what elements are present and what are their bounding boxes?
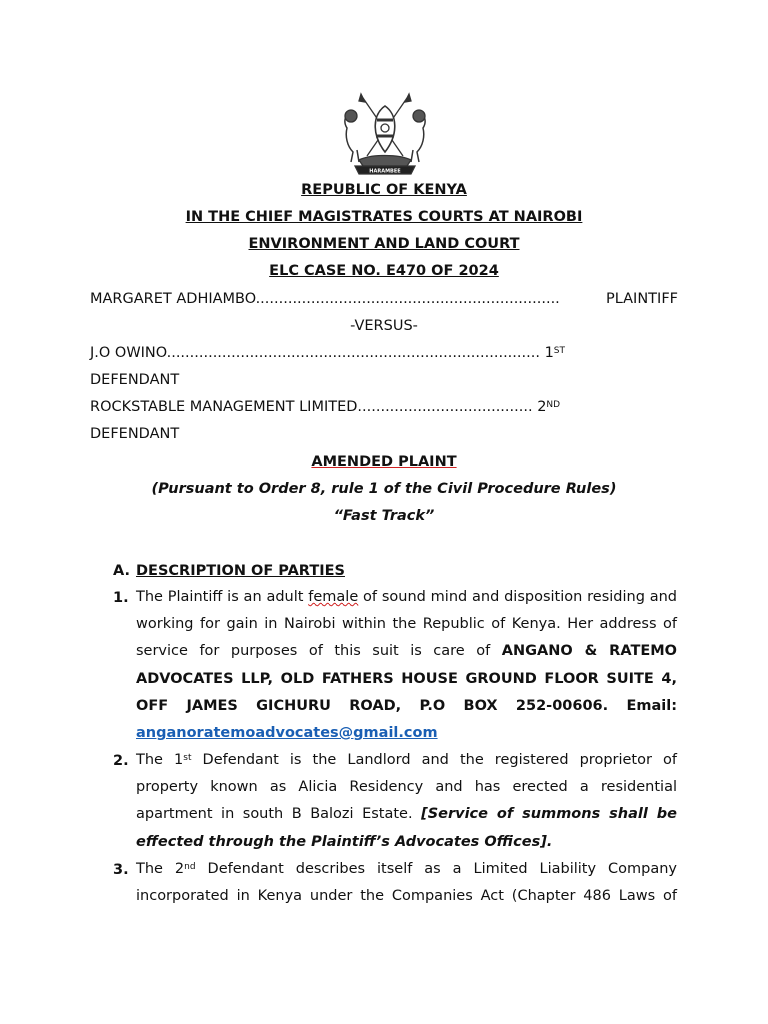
defendant2-ordinal-suffix: ND xyxy=(546,400,561,410)
republic-heading: REPUBLIC OF KENYA xyxy=(301,182,467,198)
defendant2-dots: ...................................... xyxy=(357,399,533,415)
advocates-email-link[interactable]: anganoratemoadvocates@gmail.com xyxy=(136,725,438,742)
para2-text: The 1st Defendant is the Landlord and the registered proprietor of property known as Alicia Residency and has erected a residential apartment in south B Balozi Estate. [Service of summons shall be effected through the Plaintiff’s Advocates Offices]. xyxy=(136,752,677,850)
case-number: ELC CASE NO. E470 OF 2024 xyxy=(269,263,499,279)
defendant2-name: ROCKSTABLE MANAGEMENT LIMITED xyxy=(90,399,358,415)
para3-number: 3. xyxy=(113,862,129,878)
para1-number: 1. xyxy=(113,590,129,606)
para2-number: 2. xyxy=(113,753,129,769)
para1-female: female xyxy=(308,589,359,605)
plaintiff-name: MARGARET ADHIAMBO xyxy=(90,291,256,307)
pursuant-line: (Pursuant to Order 8, rule 1 of the Civil Procedure Rules) xyxy=(151,481,617,497)
division-heading: ENVIRONMENT AND LAND COURT xyxy=(248,236,520,252)
defendant1-dots: ................................................................................. xyxy=(166,345,540,361)
fast-track-line: “Fast Track” xyxy=(333,508,435,524)
para3-text: The 2nd Defendant describes itself as a Limited Liability Company incorporated in Kenya under the Companies Act (Chapter 486 Laws of xyxy=(136,861,677,905)
defendant1-line xyxy=(90,343,678,363)
plaintiff-line xyxy=(90,289,678,309)
plaintiff-role: PLAINTIFF xyxy=(605,291,678,307)
para2-service-note: [Service of summons shall be effected through the Plaintiff’s Advocates Offices]. xyxy=(136,806,677,850)
defendant1-ordinal: 1 xyxy=(544,345,554,361)
versus-line: -VERSUS- xyxy=(350,318,418,334)
defendant2-role: DEFENDANT xyxy=(90,426,180,442)
defendant1-role: DEFENDANT xyxy=(90,372,180,388)
defendant1-name: J.O OWINO xyxy=(90,345,167,361)
crest-motto: HARAMBEE xyxy=(369,168,401,175)
para1-text: The Plaintiff is an adult female of sound mind and disposition residing and working for gain in Nairobi within the Republic of Kenya. Her address of service for purposes of this suit is care of ANGANO & RATEMO ADVOCATES LLP, OLD FATHERS HOUSE GROUND FLOOR SUITE 4, OFF JAMES GICHURU ROAD, P.O BOX 252-00606. Email: anganoratemoadvocates@gmail.com xyxy=(136,589,677,742)
section-a-heading: DESCRIPTION OF PARTIES xyxy=(136,563,345,579)
plaintiff-dots: .................................................................. xyxy=(255,291,560,307)
kenya-coat-of-arms-icon xyxy=(337,90,433,176)
defendant2-line xyxy=(90,397,678,417)
defendant2-ordinal: 2 xyxy=(537,399,547,415)
section-a-letter: A. xyxy=(113,563,130,579)
court-heading: IN THE CHIEF MAGISTRATES COURTS AT NAIROBI xyxy=(185,209,583,225)
defendant1-ordinal-suffix: ST xyxy=(553,346,566,356)
para1-address: ANGANO & RATEMO ADVOCATES LLP, OLD FATHERS HOUSE GROUND FLOOR SUITE 4, OFF JAMES GICHURU ROAD, P.O BOX 252-00606. Email: xyxy=(136,643,677,714)
plaint-title: AMENDED PLAINT xyxy=(311,454,457,470)
